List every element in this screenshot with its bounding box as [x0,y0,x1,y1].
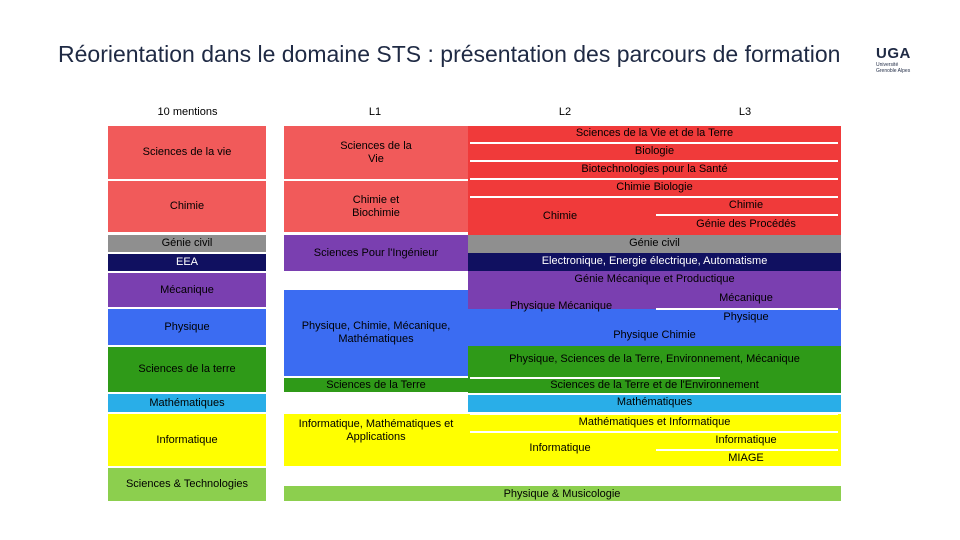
mention-chimie: Chimie [108,181,266,232]
l2l3-mathematiques: Mathématiques [616,396,693,408]
header-l1: L1 [368,106,382,118]
l3-genie-procedes: Génie des Procédés [696,218,796,230]
mention-informatique: Informatique [108,414,266,466]
mention-physique: Physique [108,309,266,345]
mention-mecanique: Mécanique [108,273,266,307]
page-title: Réorientation dans le domaine STS : présentation des parcours de formation [58,41,841,67]
l3-informatique: Informatique [715,434,777,446]
mention-eea: EEA [108,254,266,271]
l3-physique: Physique [723,311,769,323]
l3-miage: MIAGE [728,452,764,464]
logo-subtitle-1: Université [876,62,899,68]
physique-musicologie: Physique & Musicologie [503,488,621,500]
l3-biotechnologies: Biotechnologies pour la Santé [581,163,728,175]
header-l3: L3 [738,106,752,118]
separator-line [470,178,838,180]
separator-line [470,413,838,415]
logo-name: UGA [876,45,911,62]
l1-imia: Informatique, Mathématiques et Applications [284,414,468,466]
uga-logo [876,46,924,76]
mention-sciences-terre: Sciences de la terre [108,347,266,392]
l2l3-maths-info: Mathématiques et Informatique [578,416,731,428]
l2l3-genie-civil: Génie civil [629,237,680,249]
l3-mecanique: Mécanique [719,292,773,304]
l2-informatique: Informatique [529,442,591,454]
l2-physique-mecanique: Physique Mécanique [509,300,613,312]
separator-line [470,160,838,162]
l1-sciences-vie: Sciences de la Vie [284,126,468,179]
l1-pcmm: Physique, Chimie, Mécanique, Mathématiques [284,290,468,376]
separator-line [470,196,838,198]
header-mentions: 10 mentions [157,106,218,118]
l1-sciences-terre: Sciences de la Terre [284,378,468,392]
l3-biologie: Biologie [634,145,675,157]
separator-line [470,431,838,433]
l1-spi: Sciences Pour l'Ingénieur [284,235,468,271]
l2l3-physique-chimie: Physique Chimie [613,329,696,341]
mention-sciences-technologies: Sciences & Technologies [108,468,266,501]
l2l3-vie-terre: Sciences de la Vie et de la Terre [575,127,734,139]
l2-chimie: Chimie [542,210,578,222]
mention-genie-civil: Génie civil [108,235,266,252]
l2l3-gmp: Génie Mécanique et Productique [574,273,735,285]
mention-sciences-vie: Sciences de la vie [108,126,266,179]
mention-mathematiques: Mathématiques [108,394,266,412]
header-l2: L2 [558,106,572,118]
separator-line [656,214,838,216]
separator-line [656,449,838,451]
l1-chimie-biochimie: Chimie et Biochimie [284,181,468,232]
l3-chimie-biologie: Chimie Biologie [616,181,693,193]
l3-sciences-terre-environnement: Sciences de la Terre et de l'Environnement [550,379,759,391]
separator-line [470,142,838,144]
l2l3-pstem: Physique, Sciences de la Terre, Environnement, Mécanique [509,353,800,365]
separator-line [656,308,838,310]
l2l3-eea: Electronique, Energie électrique, Automatisme [541,255,768,267]
l3-chimie: Chimie [728,199,764,211]
logo-subtitle-2: Grenoble Alpes [876,68,911,74]
